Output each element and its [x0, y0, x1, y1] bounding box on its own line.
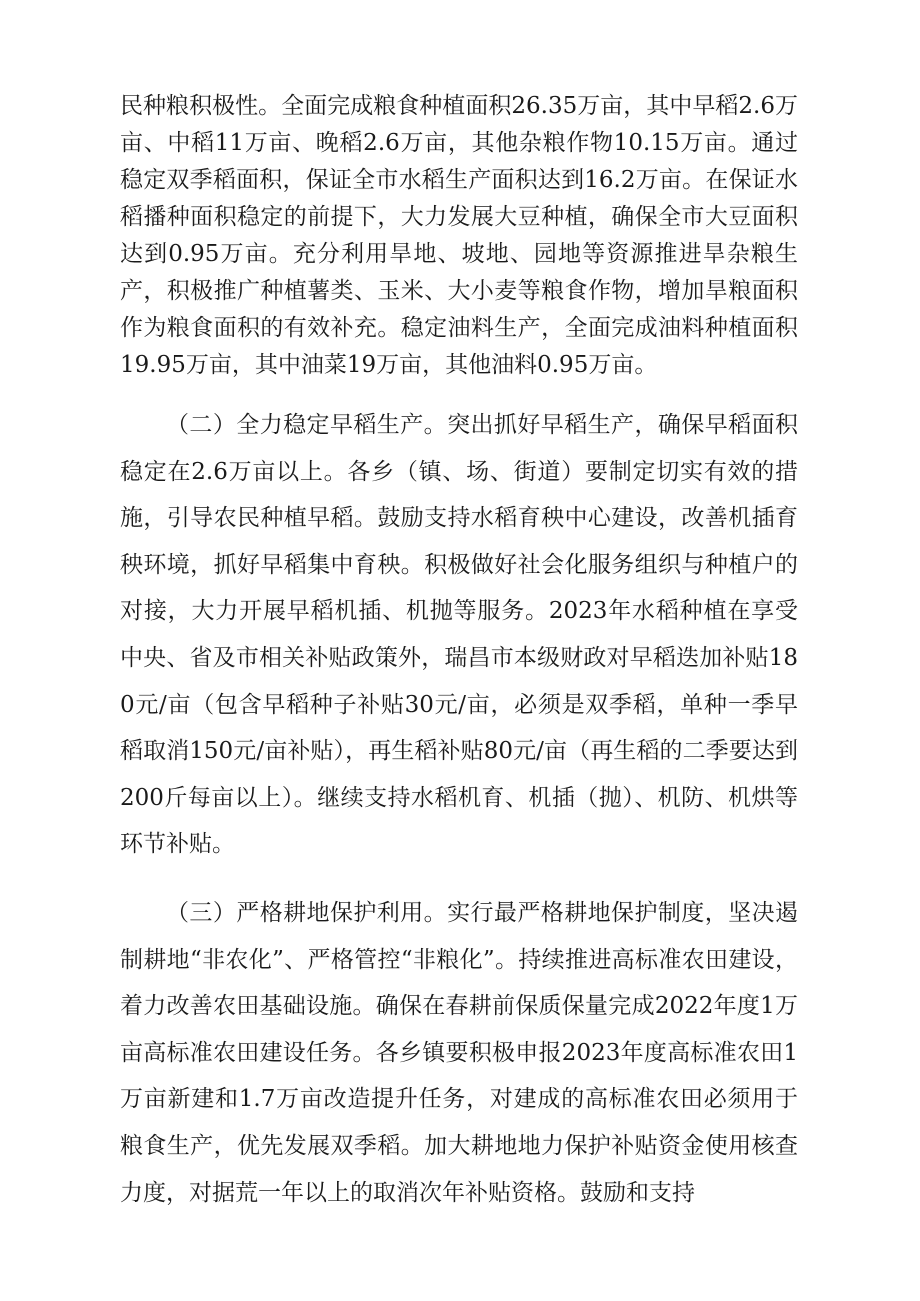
paragraph-grain-planting-area: 民种粮积极性。全面完成粮食种植面积26.35万亩，其中早稻2.6万亩、中稻11万亩、晚稻2.6万亩，其他杂粮作物10.15万亩。通过稳定双季稻面积，保证全市水稻生产面积达到16.2万亩。在保证水稻播种面积稳定的前提下，大力发展大豆种植，确保全市大豆面积达到0.95万亩。充分利用旱地、坡地、园地等资源推进旱杂粮生产，积极推广种植薯类、玉米、大小麦等粮食作物，增加旱粮面积作为粮食面积的有效补充。稳定油料生产，全面完成油料种植面积19.95万亩，其中油菜19万亩，其他油料0.95万亩。 [120, 93, 798, 378]
paragraph-farmland-protection: （三）严格耕地保护利用。实行最严格耕地保护制度，坚决遏制耕地“非农化”、严格管控“非粮化”。持续推进高标准农田建设，着力改善农田基础设施。确保在春耕前保质保量完成2022年度1万亩高标准农田建设任务。各乡镇要积极申报2023年度高标准农田1万亩新建和1.7万亩改造提升任务，对建成的高标准农田必须用于粮食生产，优先发展双季稻。加大耕地地力保护补贴资金使用核查力度，对据荒一年以上的取消次年补贴资格。鼓励和支持 [120, 899, 798, 1206]
paragraph-early-rice-production: （二）全力稳定早稻生产。突出抓好早稻生产，确保早稻面积稳定在2.6万亩以上。各乡（镇、场、街道）要制定切实有效的措施，引导农民种植早稻。鼓励支持水稻育秧中心建设，改善机插育秧环境，抓好早稻集中育秧。积极做好社会化服务组织与种植户的对接，大力开展早稻机插、机抛等服务。2023年水稻种植在享受中央、省及市相关补贴政策外，瑞昌市本级财政对早稻迭加补贴180元/亩（包含早稻种子补贴30元/亩，必须是双季稻，单种一季早稻取消150元/亩补贴），再生稻补贴80元/亩（再生稻的二季要达到200斤每亩以上）。继续支持水稻机育、机插（抛）、机防、机烘等环节补贴。 [120, 412, 798, 858]
